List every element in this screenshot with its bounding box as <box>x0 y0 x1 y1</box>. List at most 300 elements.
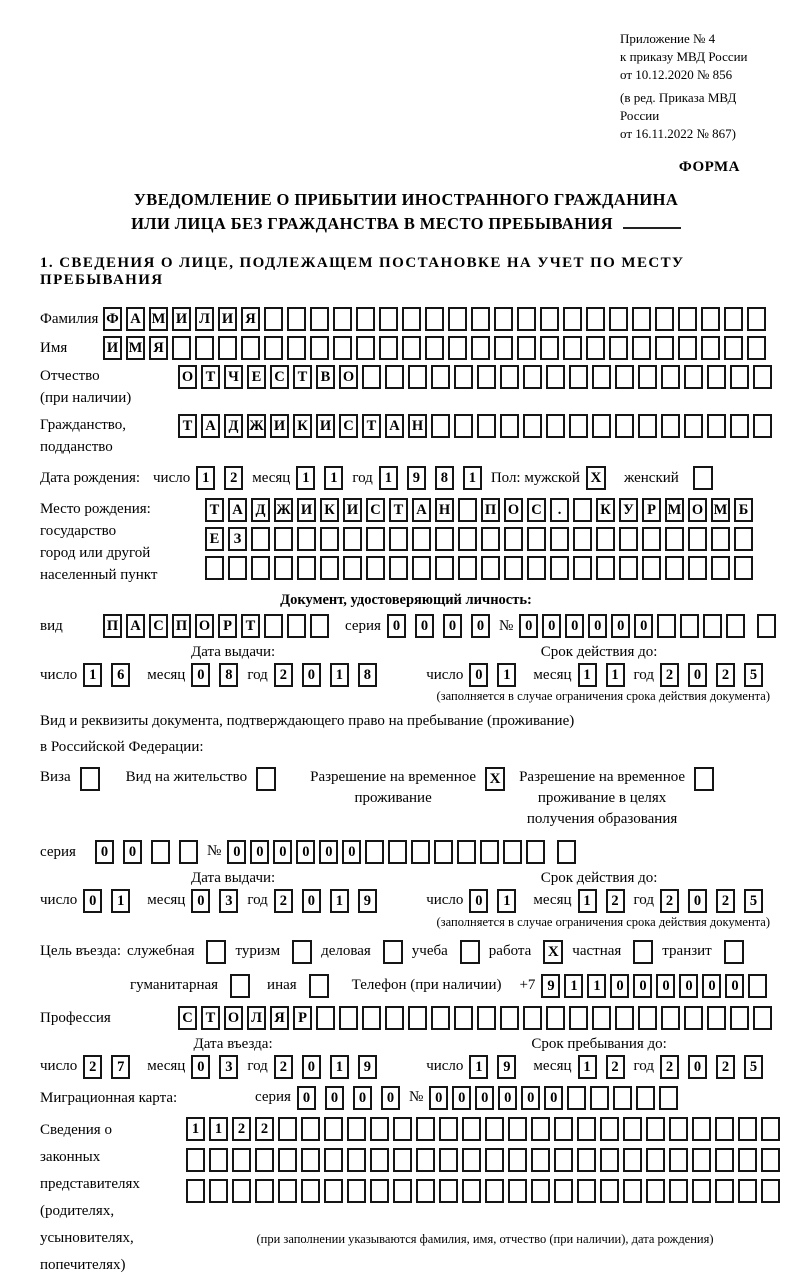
char-box[interactable]: А <box>126 307 145 331</box>
char-box[interactable] <box>753 365 772 389</box>
char-box[interactable]: 9 <box>358 1055 377 1079</box>
char-box[interactable]: 1 <box>578 663 597 687</box>
char-box[interactable]: Т <box>178 414 197 438</box>
char-box[interactable] <box>301 1117 320 1141</box>
char-box[interactable] <box>297 556 316 580</box>
char-box[interactable] <box>241 336 260 360</box>
char-box[interactable] <box>425 307 444 331</box>
char-box[interactable] <box>471 307 490 331</box>
char-box[interactable] <box>151 840 170 864</box>
char-box[interactable] <box>707 365 726 389</box>
purpose-study-checkbox[interactable] <box>460 940 480 964</box>
char-box[interactable] <box>278 1117 297 1141</box>
temp-residence-edu-checkbox[interactable] <box>694 767 714 791</box>
char-box[interactable]: М <box>126 336 145 360</box>
char-box[interactable] <box>738 1148 757 1172</box>
char-box[interactable] <box>661 1006 680 1030</box>
char-box[interactable] <box>684 414 703 438</box>
char-box[interactable] <box>186 1179 205 1203</box>
char-box[interactable]: С <box>339 414 358 438</box>
char-box[interactable] <box>255 1148 274 1172</box>
char-box[interactable]: К <box>293 414 312 438</box>
char-box[interactable]: 5 <box>744 663 763 687</box>
char-box[interactable] <box>590 1086 609 1110</box>
char-box[interactable] <box>448 336 467 360</box>
char-box[interactable] <box>540 307 559 331</box>
char-box[interactable] <box>567 1086 586 1110</box>
char-box[interactable]: 0 <box>469 889 488 913</box>
char-box[interactable] <box>412 527 431 551</box>
char-box[interactable] <box>412 556 431 580</box>
char-box[interactable] <box>526 840 545 864</box>
char-box[interactable] <box>523 414 542 438</box>
char-box[interactable]: Ф <box>103 307 122 331</box>
char-box[interactable]: М <box>711 498 730 522</box>
char-box[interactable]: 0 <box>688 663 707 687</box>
char-box[interactable]: 2 <box>274 889 293 913</box>
char-box[interactable]: О <box>504 498 523 522</box>
char-box[interactable]: Б <box>734 498 753 522</box>
char-box[interactable] <box>678 336 697 360</box>
char-box[interactable] <box>347 1117 366 1141</box>
char-box[interactable] <box>365 840 384 864</box>
char-box[interactable] <box>734 556 753 580</box>
char-box[interactable] <box>389 527 408 551</box>
char-box[interactable] <box>462 1117 481 1141</box>
char-box[interactable] <box>494 336 513 360</box>
purpose-official-checkbox[interactable] <box>206 940 226 964</box>
char-box[interactable] <box>600 1148 619 1172</box>
char-box[interactable] <box>596 556 615 580</box>
char-box[interactable]: 0 <box>443 614 462 638</box>
char-box[interactable] <box>232 1179 251 1203</box>
char-box[interactable] <box>665 527 684 551</box>
char-box[interactable]: 0 <box>471 614 490 638</box>
char-box[interactable]: 8 <box>435 466 454 490</box>
char-box[interactable]: 2 <box>274 1055 293 1079</box>
char-box[interactable] <box>310 336 329 360</box>
visa-checkbox[interactable] <box>80 767 100 791</box>
char-box[interactable] <box>416 1117 435 1141</box>
char-box[interactable]: 0 <box>302 1055 321 1079</box>
char-box[interactable]: 8 <box>358 663 377 687</box>
char-box[interactable] <box>546 365 565 389</box>
char-box[interactable]: И <box>103 336 122 360</box>
char-box[interactable] <box>748 974 767 998</box>
char-box[interactable] <box>416 1179 435 1203</box>
char-box[interactable] <box>485 1148 504 1172</box>
char-box[interactable]: О <box>195 614 214 638</box>
char-box[interactable] <box>431 365 450 389</box>
char-box[interactable] <box>632 307 651 331</box>
char-box[interactable] <box>310 307 329 331</box>
char-box[interactable] <box>609 307 628 331</box>
char-box[interactable]: Д <box>224 414 243 438</box>
char-box[interactable] <box>757 614 776 638</box>
char-box[interactable]: 5 <box>744 1055 763 1079</box>
char-box[interactable] <box>577 1179 596 1203</box>
char-box[interactable]: И <box>343 498 362 522</box>
char-box[interactable] <box>615 1006 634 1030</box>
char-box[interactable] <box>540 336 559 360</box>
char-box[interactable]: Я <box>270 1006 289 1030</box>
char-box[interactable] <box>205 556 224 580</box>
char-box[interactable] <box>477 365 496 389</box>
char-box[interactable] <box>408 1006 427 1030</box>
char-box[interactable] <box>665 556 684 580</box>
char-box[interactable] <box>500 1006 519 1030</box>
char-box[interactable] <box>592 1006 611 1030</box>
char-box[interactable]: К <box>596 498 615 522</box>
char-box[interactable]: 1 <box>379 466 398 490</box>
char-box[interactable]: П <box>103 614 122 638</box>
char-box[interactable]: З <box>228 527 247 551</box>
char-box[interactable] <box>388 840 407 864</box>
char-box[interactable] <box>761 1148 780 1172</box>
char-box[interactable] <box>301 1179 320 1203</box>
char-box[interactable]: 0 <box>588 614 607 638</box>
char-box[interactable]: 0 <box>475 1086 494 1110</box>
char-box[interactable] <box>692 1179 711 1203</box>
char-box[interactable]: 6 <box>111 663 130 687</box>
char-box[interactable]: Т <box>293 365 312 389</box>
char-box[interactable] <box>477 414 496 438</box>
char-box[interactable] <box>370 1117 389 1141</box>
char-box[interactable]: . <box>550 498 569 522</box>
char-box[interactable] <box>278 1179 297 1203</box>
char-box[interactable]: 9 <box>407 466 426 490</box>
char-box[interactable] <box>747 307 766 331</box>
char-box[interactable]: 9 <box>497 1055 516 1079</box>
char-box[interactable]: 1 <box>83 663 102 687</box>
char-box[interactable] <box>592 365 611 389</box>
char-box[interactable]: 9 <box>358 889 377 913</box>
char-box[interactable]: 3 <box>219 1055 238 1079</box>
char-box[interactable] <box>623 1117 642 1141</box>
char-box[interactable] <box>264 614 283 638</box>
char-box[interactable] <box>402 307 421 331</box>
char-box[interactable] <box>301 1148 320 1172</box>
char-box[interactable]: 0 <box>297 1086 316 1110</box>
char-box[interactable]: 0 <box>565 614 584 638</box>
char-box[interactable] <box>646 1179 665 1203</box>
char-box[interactable]: 1 <box>209 1117 228 1141</box>
char-box[interactable]: А <box>228 498 247 522</box>
char-box[interactable] <box>761 1117 780 1141</box>
char-box[interactable]: Р <box>218 614 237 638</box>
char-box[interactable]: 0 <box>95 840 114 864</box>
residence-permit-checkbox[interactable] <box>256 767 276 791</box>
char-box[interactable] <box>659 1086 678 1110</box>
char-box[interactable] <box>747 336 766 360</box>
char-box[interactable]: 2 <box>606 1055 625 1079</box>
char-box[interactable]: 1 <box>463 466 482 490</box>
male-checkbox[interactable]: X <box>586 466 606 490</box>
char-box[interactable]: 0 <box>498 1086 517 1110</box>
char-box[interactable] <box>481 527 500 551</box>
char-box[interactable] <box>592 414 611 438</box>
char-box[interactable]: Я <box>149 336 168 360</box>
char-box[interactable]: 1 <box>469 1055 488 1079</box>
char-box[interactable]: Т <box>241 614 260 638</box>
char-box[interactable] <box>569 1006 588 1030</box>
char-box[interactable]: А <box>412 498 431 522</box>
char-box[interactable] <box>195 336 214 360</box>
char-box[interactable] <box>503 840 522 864</box>
char-box[interactable]: М <box>665 498 684 522</box>
char-box[interactable] <box>287 336 306 360</box>
char-box[interactable] <box>692 1117 711 1141</box>
char-box[interactable] <box>531 1148 550 1172</box>
char-box[interactable]: 0 <box>191 663 210 687</box>
char-box[interactable]: Н <box>408 414 427 438</box>
char-box[interactable]: Л <box>247 1006 266 1030</box>
char-box[interactable]: 0 <box>429 1086 448 1110</box>
char-box[interactable]: С <box>178 1006 197 1030</box>
char-box[interactable] <box>563 307 582 331</box>
purpose-private-checkbox[interactable] <box>633 940 653 964</box>
char-box[interactable] <box>251 556 270 580</box>
char-box[interactable] <box>569 365 588 389</box>
char-box[interactable] <box>554 1179 573 1203</box>
char-box[interactable] <box>600 1179 619 1203</box>
char-box[interactable]: О <box>688 498 707 522</box>
char-box[interactable] <box>615 365 634 389</box>
char-box[interactable] <box>385 365 404 389</box>
char-box[interactable] <box>554 1117 573 1141</box>
char-box[interactable]: 0 <box>250 840 269 864</box>
char-box[interactable]: 0 <box>688 889 707 913</box>
char-box[interactable] <box>684 1006 703 1030</box>
char-box[interactable] <box>320 527 339 551</box>
char-box[interactable]: Д <box>251 498 270 522</box>
char-box[interactable] <box>186 1148 205 1172</box>
char-box[interactable]: 0 <box>191 889 210 913</box>
char-box[interactable]: О <box>224 1006 243 1030</box>
char-box[interactable] <box>573 498 592 522</box>
char-box[interactable] <box>385 1006 404 1030</box>
char-box[interactable] <box>500 414 519 438</box>
char-box[interactable]: 1 <box>497 663 516 687</box>
char-box[interactable] <box>370 1148 389 1172</box>
char-box[interactable] <box>619 556 638 580</box>
char-box[interactable]: 0 <box>469 663 488 687</box>
char-box[interactable] <box>738 1117 757 1141</box>
char-box[interactable]: 0 <box>688 1055 707 1079</box>
char-box[interactable] <box>324 1148 343 1172</box>
char-box[interactable] <box>715 1179 734 1203</box>
char-box[interactable] <box>458 556 477 580</box>
char-box[interactable] <box>711 527 730 551</box>
char-box[interactable] <box>701 307 720 331</box>
char-box[interactable] <box>550 556 569 580</box>
char-box[interactable] <box>523 365 542 389</box>
char-box[interactable] <box>609 336 628 360</box>
char-box[interactable] <box>439 1148 458 1172</box>
char-box[interactable]: Т <box>389 498 408 522</box>
char-box[interactable] <box>362 1006 381 1030</box>
char-box[interactable] <box>316 1006 335 1030</box>
char-box[interactable] <box>573 556 592 580</box>
char-box[interactable]: С <box>149 614 168 638</box>
char-box[interactable] <box>688 556 707 580</box>
char-box[interactable]: 0 <box>542 614 561 638</box>
char-box[interactable]: 2 <box>83 1055 102 1079</box>
char-box[interactable]: 0 <box>415 614 434 638</box>
char-box[interactable] <box>179 840 198 864</box>
char-box[interactable]: 8 <box>219 663 238 687</box>
char-box[interactable] <box>366 556 385 580</box>
char-box[interactable]: 0 <box>544 1086 563 1110</box>
char-box[interactable] <box>715 1117 734 1141</box>
char-box[interactable] <box>531 1179 550 1203</box>
char-box[interactable] <box>297 527 316 551</box>
char-box[interactable] <box>730 365 749 389</box>
char-box[interactable] <box>274 527 293 551</box>
char-box[interactable] <box>454 365 473 389</box>
char-box[interactable]: К <box>320 498 339 522</box>
char-box[interactable] <box>642 527 661 551</box>
char-box[interactable] <box>615 414 634 438</box>
char-box[interactable]: 2 <box>716 1055 735 1079</box>
char-box[interactable] <box>711 556 730 580</box>
char-box[interactable] <box>209 1148 228 1172</box>
char-box[interactable]: Т <box>201 1006 220 1030</box>
char-box[interactable] <box>669 1179 688 1203</box>
char-box[interactable] <box>646 1117 665 1141</box>
char-box[interactable]: 2 <box>716 663 735 687</box>
char-box[interactable]: 0 <box>725 974 744 998</box>
char-box[interactable] <box>523 1006 542 1030</box>
char-box[interactable] <box>310 614 329 638</box>
char-box[interactable] <box>347 1179 366 1203</box>
char-box[interactable]: 2 <box>255 1117 274 1141</box>
char-box[interactable] <box>471 336 490 360</box>
char-box[interactable]: Т <box>205 498 224 522</box>
char-box[interactable]: 5 <box>744 889 763 913</box>
char-box[interactable]: 0 <box>302 663 321 687</box>
char-box[interactable]: Е <box>247 365 266 389</box>
char-box[interactable] <box>531 1117 550 1141</box>
char-box[interactable]: 0 <box>702 974 721 998</box>
char-box[interactable] <box>435 556 454 580</box>
char-box[interactable]: 2 <box>232 1117 251 1141</box>
char-box[interactable]: Ч <box>224 365 243 389</box>
char-box[interactable] <box>586 336 605 360</box>
char-box[interactable]: М <box>149 307 168 331</box>
char-box[interactable] <box>642 556 661 580</box>
char-box[interactable] <box>734 527 753 551</box>
char-box[interactable] <box>477 1006 496 1030</box>
char-box[interactable]: И <box>297 498 316 522</box>
char-box[interactable]: О <box>178 365 197 389</box>
char-box[interactable] <box>504 556 523 580</box>
char-box[interactable] <box>638 414 657 438</box>
temp-residence-checkbox[interactable]: X <box>485 767 505 791</box>
char-box[interactable] <box>669 1148 688 1172</box>
char-box[interactable]: 0 <box>387 614 406 638</box>
char-box[interactable] <box>724 336 743 360</box>
char-box[interactable]: 2 <box>606 889 625 913</box>
char-box[interactable] <box>517 336 536 360</box>
char-box[interactable]: 1 <box>564 974 583 998</box>
char-box[interactable]: У <box>619 498 638 522</box>
char-box[interactable] <box>366 527 385 551</box>
char-box[interactable] <box>485 1117 504 1141</box>
char-box[interactable] <box>715 1148 734 1172</box>
char-box[interactable] <box>527 556 546 580</box>
char-box[interactable] <box>408 365 427 389</box>
char-box[interactable]: 0 <box>296 840 315 864</box>
char-box[interactable] <box>554 1148 573 1172</box>
char-box[interactable] <box>228 556 247 580</box>
char-box[interactable]: 9 <box>541 974 560 998</box>
char-box[interactable] <box>370 1179 389 1203</box>
char-box[interactable]: А <box>201 414 220 438</box>
char-box[interactable]: 1 <box>330 1055 349 1079</box>
char-box[interactable]: С <box>366 498 385 522</box>
char-box[interactable] <box>678 307 697 331</box>
char-box[interactable] <box>638 365 657 389</box>
char-box[interactable]: А <box>385 414 404 438</box>
purpose-transit-checkbox[interactable] <box>724 940 744 964</box>
char-box[interactable]: 0 <box>634 614 653 638</box>
char-box[interactable] <box>613 1086 632 1110</box>
char-box[interactable] <box>264 307 283 331</box>
char-box[interactable]: И <box>172 307 191 331</box>
purpose-work-checkbox[interactable]: X <box>543 940 563 964</box>
char-box[interactable] <box>738 1179 757 1203</box>
char-box[interactable] <box>320 556 339 580</box>
char-box[interactable] <box>457 840 476 864</box>
char-box[interactable] <box>458 527 477 551</box>
char-box[interactable]: 1 <box>578 889 597 913</box>
char-box[interactable] <box>454 1006 473 1030</box>
char-box[interactable]: Т <box>201 365 220 389</box>
char-box[interactable] <box>462 1179 481 1203</box>
char-box[interactable]: 1 <box>587 974 606 998</box>
char-box[interactable] <box>550 527 569 551</box>
char-box[interactable]: Я <box>241 307 260 331</box>
char-box[interactable]: 0 <box>521 1086 540 1110</box>
char-box[interactable] <box>434 840 453 864</box>
char-box[interactable]: 0 <box>633 974 652 998</box>
char-box[interactable] <box>680 614 699 638</box>
char-box[interactable]: 1 <box>330 889 349 913</box>
purpose-tourism-checkbox[interactable] <box>292 940 312 964</box>
char-box[interactable] <box>431 1006 450 1030</box>
char-box[interactable] <box>172 336 191 360</box>
char-box[interactable] <box>389 556 408 580</box>
char-box[interactable]: 2 <box>660 1055 679 1079</box>
char-box[interactable] <box>701 336 720 360</box>
char-box[interactable]: О <box>339 365 358 389</box>
char-box[interactable] <box>596 527 615 551</box>
char-box[interactable]: Р <box>642 498 661 522</box>
char-box[interactable] <box>619 527 638 551</box>
char-box[interactable]: П <box>481 498 500 522</box>
char-box[interactable]: 0 <box>519 614 538 638</box>
char-box[interactable] <box>546 1006 565 1030</box>
char-box[interactable] <box>517 307 536 331</box>
char-box[interactable]: В <box>316 365 335 389</box>
char-box[interactable] <box>393 1179 412 1203</box>
char-box[interactable]: Ж <box>247 414 266 438</box>
char-box[interactable]: 0 <box>273 840 292 864</box>
char-box[interactable] <box>623 1179 642 1203</box>
char-box[interactable] <box>333 336 352 360</box>
char-box[interactable] <box>707 1006 726 1030</box>
